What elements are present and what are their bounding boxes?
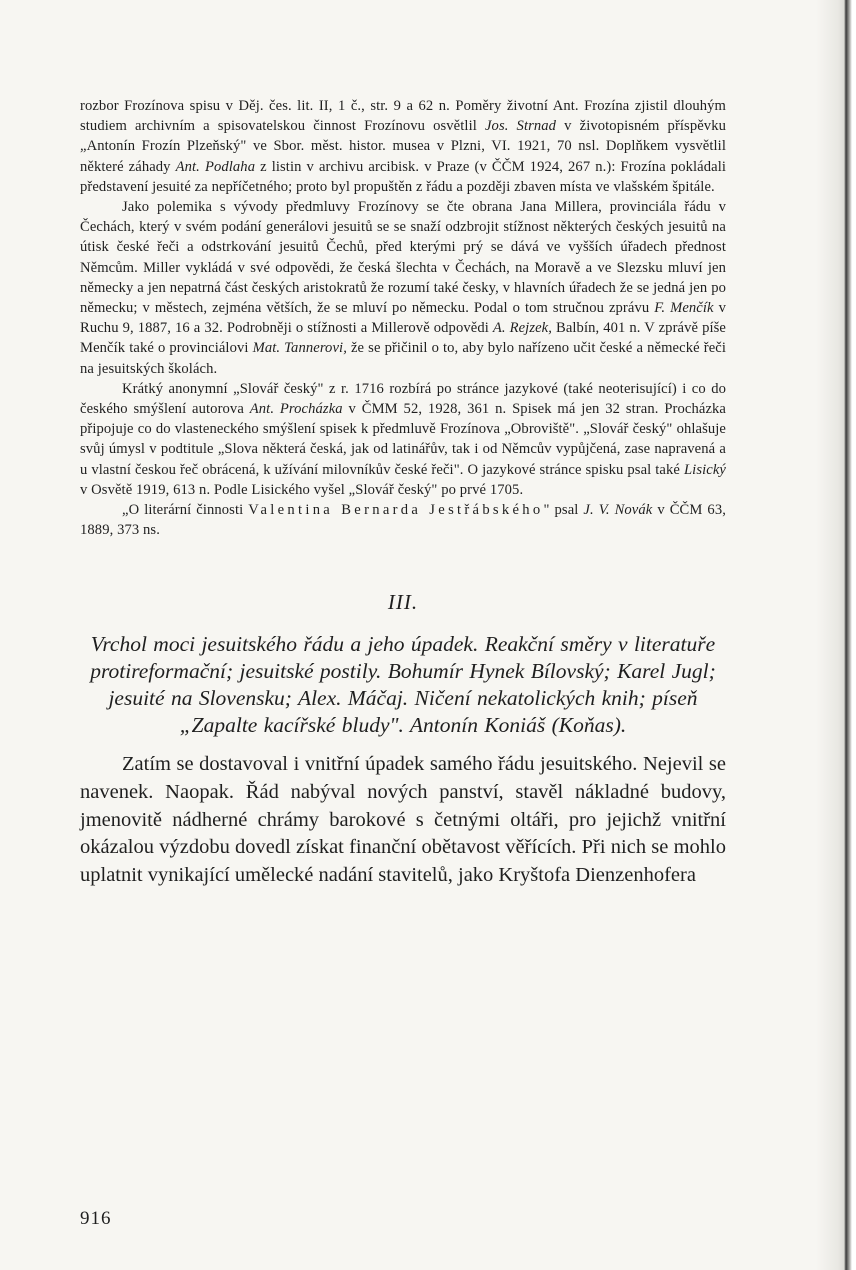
text-run: „O literární činnosti — [122, 502, 249, 519]
text-run: v životopisném příspěvku „Antonín Frozín Plzeňský" ve Sbor. měst. histor. musea v Plzni, VI. 1921, 70 nsl. Doplňkem vysvětlil některé záhady — [80, 118, 726, 175]
text-run: rozbor Frozínova spisu v Děj. čes. lit. II, 1 č., str. 9 a 62 n. Poměry životní Ant. Frozína zjistil dlouhým studiem archivním a spisovatelskou činnost Frozínovu osvětlil — [80, 98, 726, 135]
note-paragraph — [80, 96, 726, 197]
text-run: v Osvětě 1919, 613 n. Podle Lisického vyšel „Slovář český" po prvé 1705. — [80, 481, 524, 498]
page-number: 916 — [80, 1208, 112, 1229]
notes-section — [80, 96, 726, 540]
text-run: Balbín, 401 n. V zprávě píše Menčík také o provinciálovi — [80, 320, 726, 357]
text-run: Jako polemika s vývody předmluvy Frozínovy se čte obrana Jana Millera, provinciála řádu v Čechách, který v svém podání generálovi jesuitů se se snaží odzbrojit stížnost některých českých jesuitů na útisk české řeči a odstrkování jesuitů Čechů, před kterými prý se dává ve vyšších úřadech přednost Němcům. Miller vykládá v své odpovědi, že česká šlechta v Čechách, na Moravě a ve Slezsku mluví jen německy a jen nepatrná část českých aristokratů že rozumí také česky, v hlavních úřadech že se jedná jen po německu; v městech, zejména větších, že se mluví po německu. Podal o tom stručnou zprávu — [80, 199, 726, 317]
author-name: J. V. Novák — [583, 502, 653, 519]
note-paragraph — [80, 197, 726, 379]
author-name: Lisický — [683, 461, 726, 478]
text-run: v ČČM 63, 1889, 373 ns. — [80, 502, 726, 539]
author-name: F. Menčík — [654, 300, 714, 317]
author-name: Jos. Strnad — [484, 118, 557, 135]
text-run: " psal — [543, 502, 584, 519]
spaced-name: Valentina Bernarda Jestřábského — [248, 502, 544, 519]
author-name: Ant. Procházka — [249, 401, 343, 418]
body-section — [80, 751, 726, 889]
text-run: že se přičinil o to, aby bylo nařízeno učit české a německé řeči na jesuitských školách. — [80, 340, 726, 377]
text-run: v Ruchu 9, 1887, 16 a 32. Podrobněji o stížnosti a Millerově odpovědi — [80, 300, 726, 337]
page-content — [80, 96, 726, 889]
text-run: v ČMM 52, 1928, 361 n. Spisek má jen 32 stran. Procházka připojuje co do vlasteneckého smýšlení spisek k předmluvě Frozínova „Obroviště". „Slovář český" ohlašuje svůj úmysl v podtitule „Slova některá česká, jak od latinářův, tak i od Němcův vypůjčená, zase napravená a u vlastní českou řeč obrácená, k užívání milovníkův české řeči". O jazykové stránce spisku psal také — [80, 401, 726, 478]
body-paragraph: Zatím se dostavoval i vnitřní úpadek samého řádu jesuitského. Nejevil se navenek. Naopak. Řád nabýval nových panství, stavěl nákladné budovy, jmenovitě nádherné chrámy barokové s četnými oltáři, pro jejichž vnitřní okázalou výzdobu dovedl získat finanční obětavost věřících. Při nich se mohlo uplatnit vynikající umělecké nadání stavitelů, jako Kryštofa Dienzenhofera — [80, 753, 726, 886]
note-paragraph — [80, 500, 726, 540]
note-paragraph — [80, 379, 726, 500]
chapter-title: Vrchol moci jesuitského řádu a jeho úpadek. Reakční směry v literatuře protireformační; jesuitské postily. Bohumír Hynek Bílovský; Karel Jugl; jesuité na Slovensku; Alex. Máčaj. Ničení nekatolických knih; píseň „Zapalte kacířské bludy". Antonín Koniáš (Koňas). — [90, 632, 716, 738]
book-spine-edge — [816, 0, 856, 1270]
author-name: Ant. Podlaha — [175, 158, 256, 175]
chapter-number: III. — [387, 590, 419, 615]
author-name: Mat. Tannerovi, — [252, 340, 347, 357]
text-run: z listin v archivu arcibisk. v Praze (v ČČM 1924, 267 n.): Frozína pokládali představení jesuité za nepříčetného; proto byl propuštěn z řádu a později zbaven místa ve vlašském špitále. — [80, 158, 727, 195]
author-name: A. Rejzek, — [492, 320, 553, 337]
text-run: Krátký anonymní „Slovář český" z r. 1716 rozbírá po stránce jazykové (také neoterisující) i co do českého smýšlení autorova — [80, 380, 726, 418]
